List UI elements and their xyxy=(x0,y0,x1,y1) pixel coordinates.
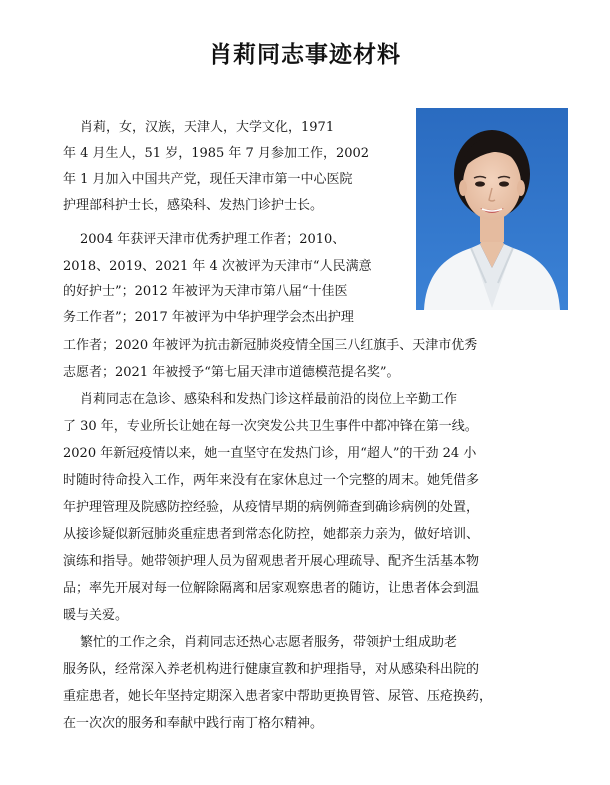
paragraph-line: 年 4 月生人，51 岁，1985 年 7 月参加工作，2002 xyxy=(63,146,370,161)
paragraph-line: 繁忙的工作之余，肖莉同志还热心志愿者服务，带领护士组成助老 xyxy=(80,635,458,650)
paragraph-line: 暖与关爱。 xyxy=(63,608,129,623)
paragraph-line: 肖莉，女，汉族，天津人，大学文化，1971 xyxy=(80,120,335,135)
paragraph-line: 肖莉同志在急诊、感染科和发热门诊这样最前沿的岗位上辛勤工作 xyxy=(80,392,458,407)
portrait-illustration xyxy=(416,108,568,310)
paragraph-line: 2020 年新冠疫情以来，她一直坚守在发热门诊，用“超人”的干劲 24 小 xyxy=(63,446,477,461)
portrait-photo xyxy=(416,108,568,310)
paragraph-line: 时随时待命投入工作，两年来没有在家休息过一个完整的周末。她凭借多 xyxy=(63,473,480,488)
paragraph-line: 品；率先开展对每一位解除隔离和居家观察患者的随访，让患者体会到温 xyxy=(63,581,480,596)
paragraph-line: 年护理管理及院感防控经验，从疫情早期的病例筛查到确诊病例的处置， xyxy=(63,500,480,515)
document-title: 肖莉同志事迹材料 xyxy=(209,42,401,68)
paragraph-line: 从接诊疑似新冠肺炎重症患者到常态化防控，她都亲力亲为，做好培训、 xyxy=(63,527,480,542)
paragraph-line: 了 30 年，专业所长让她在每一次突发公共卫生事件中都冲锋在第一线。 xyxy=(63,419,478,434)
paragraph-line: 2018、2019、2021 年 4 次被评为天津市“人民满意 xyxy=(63,259,372,274)
paragraph-line: 志愿者；2021 年被授予“第七届天津市道德模范提名奖”。 xyxy=(63,365,400,380)
paragraph-line: 护理部科护士长，感染科、发热门诊护士长。 xyxy=(63,198,324,213)
paragraph-line: 工作者；2020 年被评为抗击新冠肺炎疫情全国三八红旗手、天津市优秀 xyxy=(63,338,478,353)
paragraph-line: 的好护士”；2012 年被评为天津市第八届“十佳医 xyxy=(63,284,348,299)
paragraph-line: 在一次次的服务和奉献中践行南丁格尔精神。 xyxy=(63,716,324,731)
paragraph-line: 2004 年获评天津市优秀护理工作者；2010、 xyxy=(80,232,346,247)
paragraph-line: 服务队，经常深入养老机构进行健康宣教和护理指导，对从感染科出院的 xyxy=(63,662,480,677)
paragraph-line: 演练和指导。她带领护理人员为留观患者开展心理疏导、配齐生活基本物 xyxy=(63,554,480,569)
paragraph-line: 务工作者”；2017 年被评为中华护理学会杰出护理 xyxy=(63,310,354,325)
paragraph-line: 重症患者，她长年坚持定期深入患者家中帮助更换胃管、尿管、压疮换药， xyxy=(63,689,493,704)
paragraph-line: 年 1 月加入中国共产党，现任天津市第一中心医院 xyxy=(63,172,353,187)
